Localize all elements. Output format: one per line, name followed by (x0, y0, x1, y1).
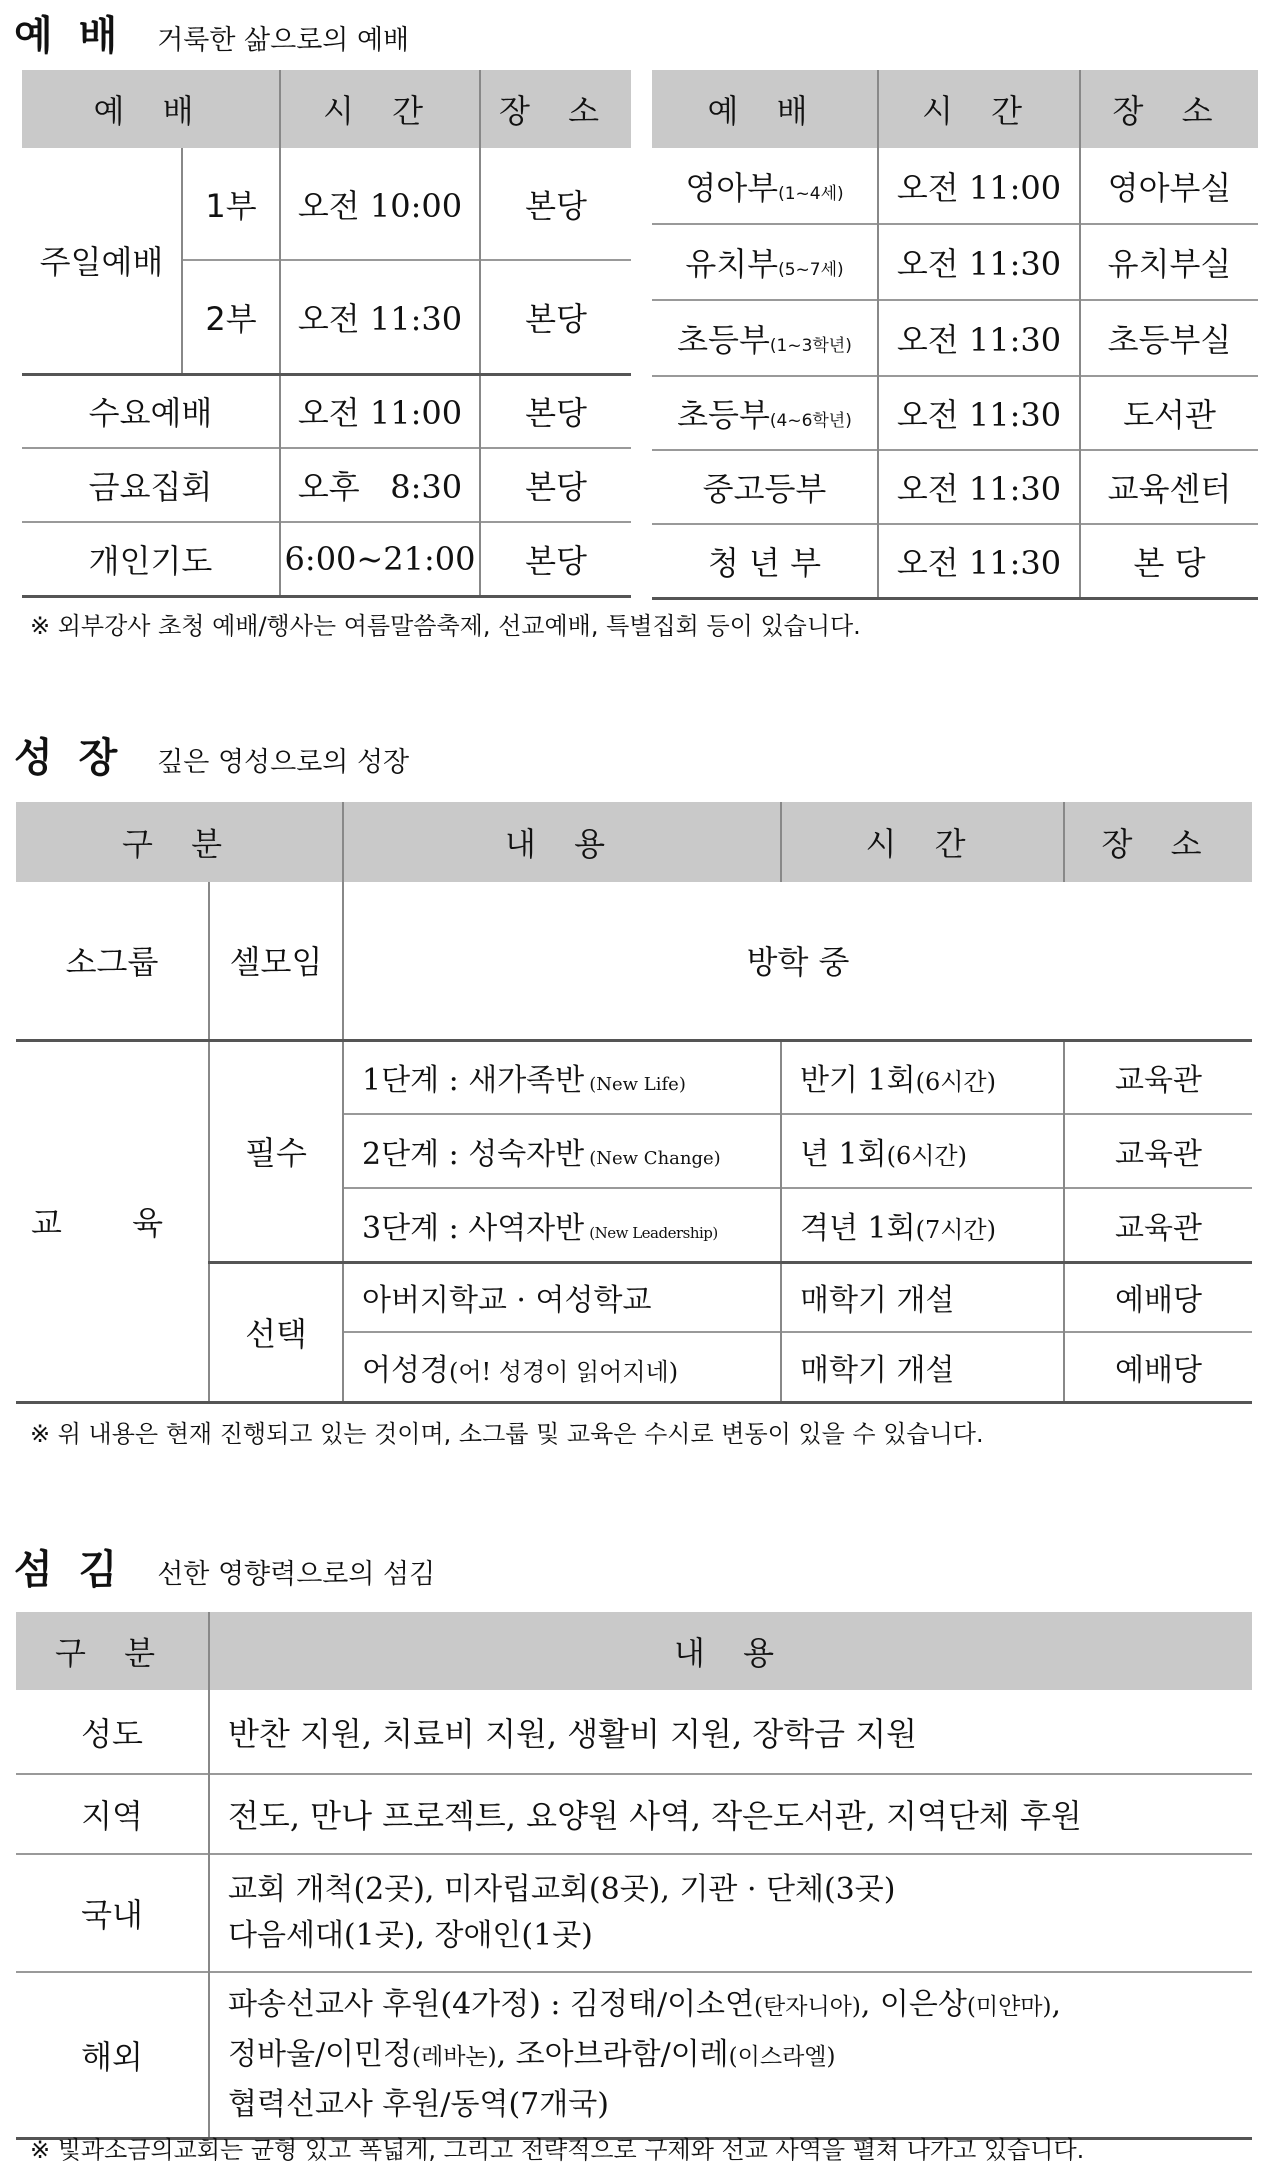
worship-time: 오전 11:00 (280, 374, 480, 448)
growth-note: ※ 위 내용은 현재 진행되고 있는 것이며, 소그룹 및 교육은 수시로 변동이 있을 수 있습니다. (30, 1420, 984, 1448)
service-category: 해외 (16, 1972, 209, 2138)
service-subtitle: 선한 영향력으로의 섬김 (157, 1559, 436, 1590)
worship-left-header-time: 시 간 (280, 70, 480, 148)
department-place: 교육센터 (1080, 450, 1258, 524)
small-group-category: 소그룹 (65, 943, 159, 982)
department-name: 초등부(4~6학년) (652, 376, 878, 450)
service-section-title (14, 1538, 435, 1595)
worship-time: 오후 8:30 (280, 448, 480, 522)
worship-left-header-place: 장 소 (480, 70, 631, 148)
department-time: 오전 11:30 (878, 224, 1080, 300)
sunday-part: 2부 (182, 260, 280, 374)
overseas-line-3: 협력선교사 후원/동역(7개국) (228, 2086, 609, 2122)
elective-course: 아버지학교 · 여성학교 (343, 1262, 781, 1332)
growth-title: 성 장 (14, 735, 124, 781)
department-time: 오전 11:30 (878, 450, 1080, 524)
service-content (209, 1854, 1252, 1972)
department-place: 초등부실 (1080, 300, 1258, 376)
sunday-time: 오전 11:30 (280, 260, 480, 374)
overseas-content (209, 1972, 1252, 2138)
worship-place: 본당 (480, 522, 631, 596)
worship-place: 본당 (480, 374, 631, 448)
small-group-sub: 셀모임 (209, 882, 343, 1040)
required-course-place: 교육관 (1064, 1188, 1252, 1262)
required-course-time: 격년 1회(7시간) (781, 1188, 1064, 1262)
worship-time: 6:00~21:00 (280, 522, 480, 596)
elective-course-time: 매학기 개설 (781, 1332, 1064, 1402)
worship-table-right (652, 70, 1258, 600)
service-header-category: 구 분 (16, 1612, 209, 1690)
worship-name: 수요예배 (22, 374, 280, 448)
sunday-worship-label: 주일예배 (39, 243, 164, 282)
department-place: 영아부실 (1080, 148, 1258, 224)
required-course: 1단계 : 새가족반 (New Life) (343, 1040, 781, 1114)
department-place: 도서관 (1080, 376, 1258, 450)
sunday-part: 1부 (182, 148, 280, 260)
growth-subtitle: 깊은 영성으로의 성장 (157, 747, 410, 778)
department-name: 영아부(1~4세) (685, 168, 844, 207)
worship-subtitle: 거룩한 삶으로의 예배 (157, 25, 410, 56)
service-content-line: 다음세대(1곳), 장애인(1곳) (228, 1918, 593, 1953)
small-group-content: 방학 중 (343, 882, 1252, 1040)
department-name: 청 년 부 (652, 524, 878, 598)
education-label: 교 육 (16, 1040, 209, 1402)
service-content: 전도, 만나 프로젝트, 요양원 사역, 작은도서관, 지역단체 후원 (209, 1774, 1252, 1854)
service-title: 섬 김 (14, 1547, 124, 1593)
required-course-time: 년 1회(6시간) (781, 1114, 1064, 1188)
worship-name: 개인기도 (22, 522, 280, 596)
overseas-line-1: 파송선교사 후원(4가정) : 김정태/이소연(탄자니아), 이은상(미얀마), (228, 1986, 1062, 2022)
service-header-content: 내 용 (209, 1612, 1252, 1690)
worship-note: ※ 외부강사 초청 예배/행사는 여름말씀축제, 선교예배, 특별집회 등이 있습니다. (30, 612, 861, 640)
growth-section-title (14, 726, 409, 783)
service-category: 국내 (16, 1854, 209, 1972)
department-time: 오전 11:00 (878, 148, 1080, 224)
service-category: 지역 (16, 1774, 209, 1854)
department-time: 오전 11:30 (878, 300, 1080, 376)
department-name: 유치부(5~7세) (652, 224, 878, 300)
elective-course-place: 예배당 (1064, 1262, 1252, 1332)
worship-title: 예 배 (14, 13, 124, 59)
overseas-line-2: 정바울/이민정(레바논), 조아브라함/이레(이스라엘) (228, 2036, 836, 2072)
required-course-place: 교육관 (1064, 1040, 1252, 1114)
worship-right-header-place: 장 소 (1080, 70, 1258, 148)
worship-place: 본당 (480, 448, 631, 522)
sunday-time: 오전 10:00 (280, 148, 480, 260)
elective-label: 선택 (209, 1262, 343, 1402)
elective-course: 어성경(어! 성경이 읽어지네) (343, 1332, 781, 1402)
department-time: 오전 11:30 (878, 376, 1080, 450)
worship-table-left (22, 70, 631, 598)
department-place: 본 당 (1080, 524, 1258, 598)
service-content: 반찬 지원, 치료비 지원, 생활비 지원, 장학금 지원 (209, 1690, 1252, 1774)
sunday-place: 본당 (480, 148, 631, 260)
service-category: 성도 (81, 1714, 143, 1753)
required-course: 3단계 : 사역자반 (New Leadership) (343, 1188, 781, 1262)
sunday-place: 본당 (480, 260, 631, 374)
growth-header-category: 구 분 (16, 802, 343, 882)
department-name: 초등부(1~3학년) (652, 300, 878, 376)
growth-header-content: 내 용 (343, 802, 781, 882)
service-note: ※ 빛과소금의교회는 균형 있고 폭넓게, 그리고 전략적으로 구제와 선교 사역을 펼쳐 나가고 있습니다. (30, 2136, 1085, 2164)
worship-right-header-time: 시 간 (878, 70, 1080, 148)
service-content-line: 교회 개척(2곳), 미자립교회(8곳), 기관 · 단체(3곳) (228, 1872, 896, 1907)
service-table (16, 1612, 1252, 2140)
growth-table (16, 802, 1252, 1404)
department-time: 오전 11:30 (878, 524, 1080, 598)
worship-right-header-service: 예 배 (652, 70, 878, 148)
department-name: 중고등부 (652, 450, 878, 524)
growth-header-place: 장 소 (1064, 802, 1252, 882)
worship-section-title (14, 4, 409, 61)
required-label: 필수 (209, 1040, 343, 1262)
elective-course-place: 예배당 (1064, 1332, 1252, 1402)
department-place: 유치부실 (1080, 224, 1258, 300)
elective-course-time: 매학기 개설 (781, 1262, 1064, 1332)
required-course-place: 교육관 (1064, 1114, 1252, 1188)
required-course: 2단계 : 성숙자반 (New Change) (343, 1114, 781, 1188)
worship-name: 금요집회 (22, 448, 280, 522)
worship-left-header-service: 예 배 (22, 70, 280, 148)
growth-header-time: 시 간 (781, 802, 1064, 882)
required-course-time: 반기 1회(6시간) (781, 1040, 1064, 1114)
